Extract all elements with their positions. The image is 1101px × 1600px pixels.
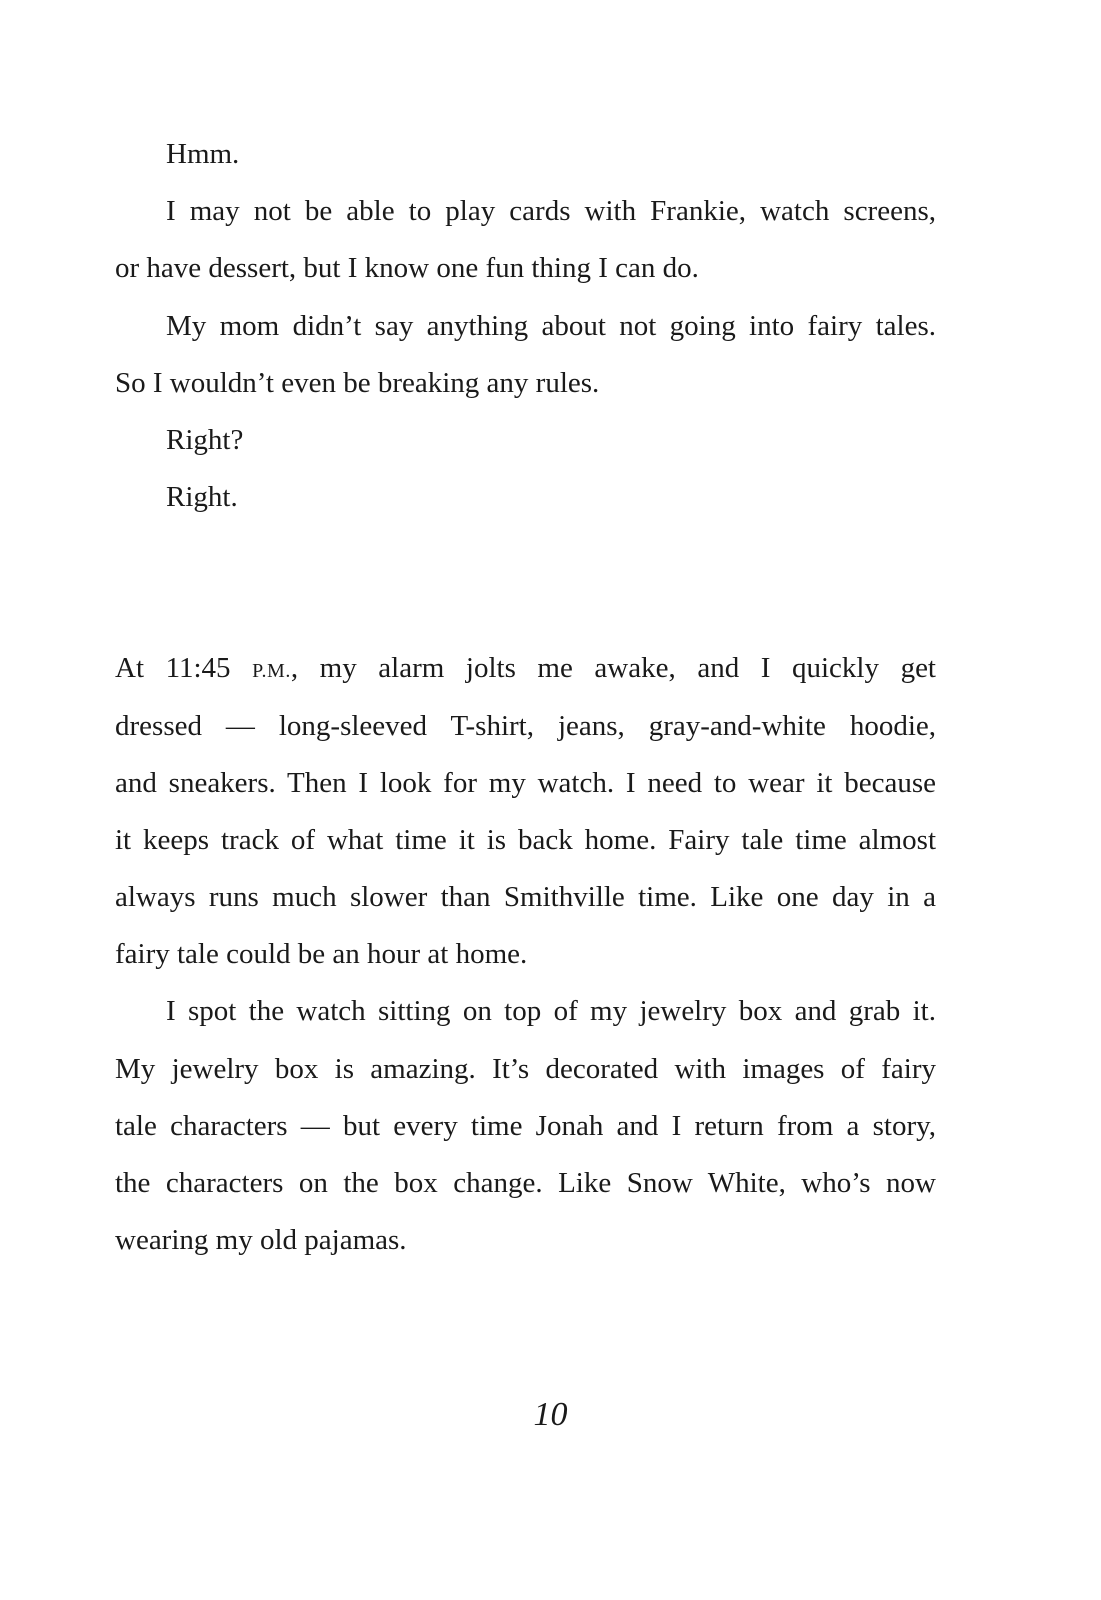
paragraph (115, 138, 936, 195)
text-line: and sneakers. Then I look for my watch. I need to wear it because (115, 766, 936, 799)
text-line: I spot the watch sitting on top of my jewelry box and grab it. (166, 995, 936, 1028)
text-line: it keeps track of what time it is back home. Fairy tale time almost (115, 823, 936, 856)
text-line: My mom didn’t say anything about not going into fairy tales. (166, 309, 936, 342)
text-line: My jewelry box is amazing. It’s decorated with images of fairy (115, 1052, 936, 1085)
paragraph (115, 310, 936, 424)
page-number: 10 (533, 1396, 568, 1433)
text-line: always runs much slower than Smithville time. Like one day in a (115, 881, 936, 914)
text-line: tale characters — but every time Jonah and I return from a story, (115, 1109, 936, 1142)
text-line: Hmm. (166, 138, 240, 170)
small-caps-text: P.M. (252, 660, 291, 683)
text-line: dressed — long-sleeved T-shirt, jeans, gray-and-white hoodie, (115, 709, 936, 742)
text-line: the characters on the box change. Like Snow White, who’s now (115, 1167, 936, 1199)
paragraph (115, 195, 936, 309)
text-line: or have dessert, but I know one fun thing I can do. (115, 252, 699, 285)
text-line: I may not be able to play cards with Frankie, watch screens, (166, 195, 936, 228)
paragraph (115, 481, 936, 538)
text-segment: At 11:45 (115, 652, 253, 685)
text-line (115, 652, 936, 709)
text-segment: , my alarm jolts me awake, and I quickly get (290, 652, 936, 685)
section-break (115, 538, 936, 652)
paragraph (115, 652, 936, 995)
paragraph (115, 424, 936, 481)
text-line: So I wouldn’t even be breaking any rules. (115, 366, 600, 399)
text-line: fairy tale could be an hour at home. (115, 938, 528, 971)
text-line: wearing my old pajamas. (115, 1224, 407, 1257)
text-line: Right. (166, 481, 238, 514)
text-line: Right? (166, 423, 244, 456)
paragraph (115, 995, 936, 1281)
body-text (115, 138, 936, 1281)
